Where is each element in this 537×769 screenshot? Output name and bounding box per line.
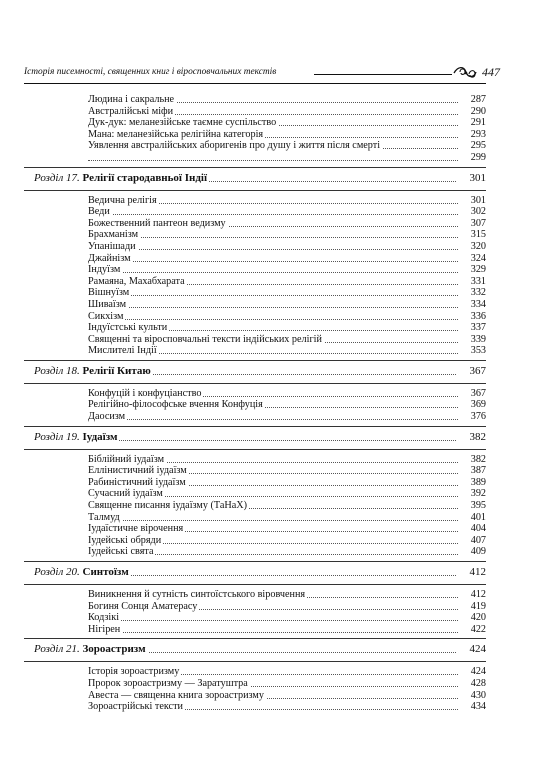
toc-entry-title: Конфуцій і конфуціанство: [88, 387, 202, 399]
toc-entry-title: Релігійно-філософське вчення Конфуція: [88, 399, 263, 411]
toc-entry-title: Шиваїзм: [88, 298, 127, 310]
dot-leader: [88, 632, 458, 633]
chapter-entries: [24, 450, 486, 561]
toc-entry-page: 301: [470, 194, 486, 206]
toc-entry-title: Рабиністичний іудаїзм: [88, 476, 186, 488]
toc-entry-page: 392: [470, 488, 486, 500]
toc-entry-page: 307: [470, 217, 486, 229]
toc-entry: [24, 311, 486, 323]
chapter-label: [34, 566, 131, 578]
toc-entry-page: 419: [470, 600, 486, 612]
chapter-title: Зороастризм: [82, 643, 146, 656]
toc-entry-title: Виникнення й сутність синтоїстського віровчення: [88, 589, 306, 600]
chapter-section: [24, 638, 486, 715]
header-rule: [314, 74, 452, 75]
toc-entry: [24, 276, 486, 288]
toc-entry-title: Ведична релігія: [88, 194, 157, 206]
chapter-title: Релігії Китаю: [82, 364, 151, 377]
toc-entry: [24, 322, 486, 334]
toc-entry-page: 401: [470, 511, 486, 523]
toc-entry: [24, 195, 486, 207]
toc-entry: [24, 500, 486, 512]
toc-entry: [24, 129, 486, 141]
toc-entry-page: 367: [470, 387, 486, 399]
toc-entry: [24, 465, 486, 477]
toc-entry-page: 353: [470, 345, 486, 357]
toc-entry-page: 302: [470, 206, 486, 218]
toc-entry-title: Пророк зороастризму — Заратуштра: [88, 677, 248, 689]
toc-entry: [24, 334, 486, 346]
toc-entry-page: 409: [470, 546, 486, 558]
dot-leader: [88, 319, 458, 320]
toc-entry-page: 430: [470, 689, 486, 701]
toc-entry: [24, 523, 486, 535]
toc-entry-title: Брахманізм: [88, 229, 139, 241]
table-of-contents: [24, 90, 486, 716]
running-header: [24, 64, 500, 84]
floral-ornament-icon: [452, 63, 478, 83]
dot-leader: [88, 237, 458, 238]
toc-entry-title: Біблійний іудаїзм: [88, 453, 165, 465]
toc-entry-title: Упанішади: [88, 240, 136, 252]
toc-entry-title: Сучасний іудаїзм: [88, 488, 163, 500]
toc-entry-title: Джайнізм: [88, 252, 131, 264]
chapter-number: Розділ 19.: [34, 430, 80, 443]
toc-entry-title: Даосизм: [88, 411, 126, 423]
toc-entry-page: 295: [470, 140, 486, 152]
toc-entry-title: Іудейські свята: [88, 546, 154, 558]
toc-entry-title: Рамаяна, Махабхарата: [88, 275, 185, 287]
toc-entry-title: Мислителі Індії: [88, 345, 157, 357]
toc-entry-page: 331: [470, 275, 486, 287]
toc-entry-page: 329: [470, 264, 486, 276]
toc-entry-title: Сикхізм: [88, 310, 124, 322]
toc-entry-page: 332: [470, 287, 486, 299]
dot-leader: [88, 214, 458, 215]
toc-entry: [24, 454, 486, 466]
dot-leader: [88, 520, 458, 521]
running-header-title: Історія писемності, священних книг і віросповчальних текстів: [24, 67, 277, 77]
toc-entry-page: 287: [470, 94, 486, 105]
toc-entry: [24, 299, 486, 311]
header-underline: [24, 83, 486, 84]
toc-entry-page: 324: [470, 252, 486, 264]
toc-entry-title: Еллінистичний іудаїзм: [88, 465, 187, 477]
toc-entry: [24, 253, 486, 265]
toc-entry-title: Історія зороастризму: [88, 666, 180, 678]
toc-entry: [24, 488, 486, 500]
toc-entry: [24, 264, 486, 276]
page-number: 447: [482, 65, 500, 79]
chapter-entries: [24, 585, 486, 638]
toc-entry: [24, 106, 486, 118]
chapter-heading: [24, 638, 486, 662]
toc-entry: [24, 546, 486, 558]
toc-entry-title: Богиня Сонця Аматерасу: [88, 600, 198, 612]
toc-entry: [24, 535, 486, 547]
chapter-heading: [24, 360, 486, 384]
chapter-label: [34, 365, 153, 377]
chapter-heading: [24, 426, 486, 450]
toc-entry-title: Уявлення австралійських аборигенів про душу і життя після смерті: [88, 140, 381, 152]
chapter-page: 382: [469, 430, 486, 443]
toc-entry: [24, 701, 486, 713]
toc-entry: [24, 624, 486, 636]
toc-entry-title: Індуїстські культи: [88, 322, 168, 334]
dot-leader: [88, 307, 458, 308]
toc-entry-title: Авеста — священна книга зороастризму: [88, 689, 264, 701]
chapter-number: Розділ 17.: [34, 171, 80, 184]
toc-entry-page: 315: [470, 229, 486, 241]
toc-entry: [24, 218, 486, 230]
toc-entry-page: 299: [470, 151, 486, 163]
toc-entry-page: 404: [470, 523, 486, 535]
toc-entry: [24, 388, 486, 400]
toc-entry-title: Іудейські обряди: [88, 534, 162, 546]
toc-entry-page: 337: [470, 322, 486, 334]
toc-entry-page: 434: [470, 701, 486, 713]
intro-entries: [24, 90, 486, 167]
toc-entry-page: 334: [470, 298, 486, 310]
toc-entry-page: 369: [470, 399, 486, 411]
chapter-section: [24, 360, 486, 426]
toc-entry-page: 395: [470, 500, 486, 512]
toc-entry: [24, 345, 486, 357]
toc-entry: [24, 411, 486, 423]
toc-entry-title: Веди: [88, 206, 110, 218]
toc-entry: [24, 678, 486, 690]
chapter-page: 301: [469, 171, 486, 184]
toc-entry: [24, 117, 486, 129]
toc-entry: [24, 399, 486, 411]
toc-entry: [24, 287, 486, 299]
toc-entry: [24, 94, 486, 106]
chapter-heading: [24, 167, 486, 191]
toc-entry: [24, 512, 486, 524]
chapter-title: Релігії стародавньої Індії: [82, 171, 208, 184]
toc-entry-title: Іудаїстичне вірочення: [88, 523, 184, 535]
toc-entry-title: Священні та віросповчальні тексти індійських релігій: [88, 333, 322, 345]
chapter-section: [24, 167, 486, 360]
chapter-heading: [24, 561, 486, 585]
dot-leader: [88, 261, 458, 262]
chapter-entries: [24, 384, 486, 426]
toc-entry-page: 407: [470, 534, 486, 546]
toc-entry-page: 382: [470, 453, 486, 465]
toc-entry: [24, 206, 486, 218]
dot-leader: [88, 160, 458, 161]
toc-entry: [24, 477, 486, 489]
toc-entry: [24, 241, 486, 253]
chapter-title: Синтоїзм: [82, 566, 129, 578]
chapter-number: Розділ 20.: [34, 566, 80, 578]
toc-entry-title: Мана: меланезійська релігійна категорія: [88, 128, 264, 140]
chapter-section: [24, 561, 486, 638]
toc-entry: [24, 612, 486, 624]
chapter-title: Іудаїзм: [82, 430, 118, 443]
dot-leader: [88, 272, 458, 273]
toc-entry-title: Дук-дук: меланезійське таємне суспільство: [88, 117, 277, 129]
chapter-entries: [24, 191, 486, 360]
toc-entry-page: 376: [470, 411, 486, 423]
toc-entry: [24, 690, 486, 702]
toc-entry: [24, 152, 486, 164]
toc-entry: [24, 601, 486, 613]
dot-leader: [88, 249, 458, 250]
chapter-entries: [24, 662, 486, 715]
dot-leader: [88, 620, 458, 621]
toc-entry-page: 291: [470, 117, 486, 129]
toc-entry-page: 420: [470, 612, 486, 624]
toc-entry-page: 428: [470, 677, 486, 689]
toc-entry-page: 336: [470, 310, 486, 322]
toc-entry-page: 387: [470, 465, 486, 477]
toc-entry: [24, 666, 486, 678]
toc-entry-title: Австралійські міфи: [88, 105, 174, 117]
chapter-page: 367: [469, 364, 486, 377]
dot-leader: [88, 419, 458, 420]
toc-entry: [24, 589, 486, 601]
chapter-number: Розділ 18.: [34, 364, 80, 377]
toc-entry-title: Індуїзм: [88, 264, 121, 276]
toc-entry-page: 424: [470, 666, 486, 678]
toc-entry-page: 339: [470, 333, 486, 345]
toc-entry-title: Кодзікі: [88, 612, 120, 624]
toc-entry-title: Вішнуїзм: [88, 287, 130, 299]
chapter-page: 424: [469, 643, 486, 656]
toc-entry-title: Талмуд: [88, 511, 120, 523]
toc-entry-page: 412: [470, 589, 486, 600]
chapter-page: 412: [469, 566, 486, 578]
chapter-number: Розділ 21.: [34, 643, 80, 656]
toc-entry-title: Людина і сакральне: [88, 94, 175, 105]
chapter-label: [34, 172, 209, 184]
chapter-label: [34, 431, 119, 443]
toc-entry-page: 290: [470, 105, 486, 117]
toc-entry: [24, 229, 486, 241]
chapter-label: [34, 643, 148, 655]
toc-entry-title: Божественний пантеон ведизму: [88, 217, 226, 229]
toc-entry-page: 320: [470, 240, 486, 252]
toc-entry-page: 293: [470, 128, 486, 140]
toc-entry-title: Священне писання іудаїзму (ТаНаХ): [88, 500, 247, 512]
toc-entry-title: Нігірен: [88, 623, 121, 635]
dot-leader: [88, 295, 458, 296]
toc-entry-page: 389: [470, 476, 486, 488]
toc-entry-page: 422: [470, 623, 486, 635]
chapter-section: [24, 426, 486, 561]
toc-entry-title: Зороастрійські тексти: [88, 701, 183, 713]
toc-entry: [24, 140, 486, 152]
